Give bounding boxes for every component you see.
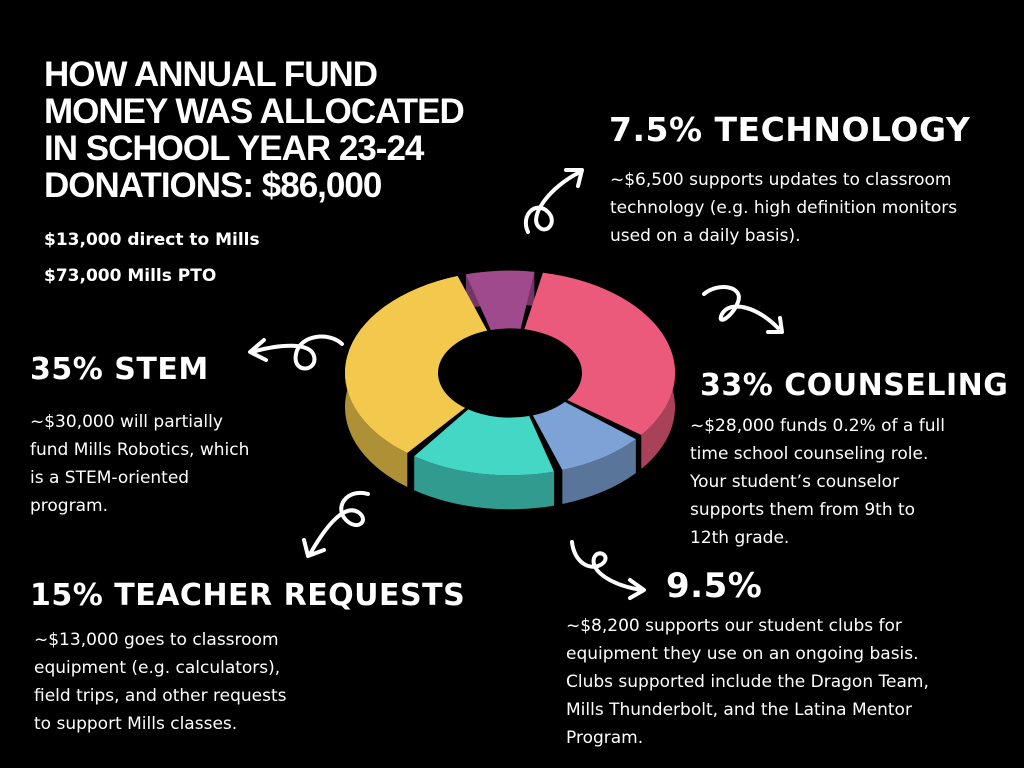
technology-heading: 7.5% TECHNOLOGY xyxy=(609,110,971,149)
stem-heading: 35% STEM xyxy=(30,352,209,387)
text-line: ~$8,200 supports our student clubs for xyxy=(566,616,902,636)
text-line: Your student’s counselor xyxy=(690,472,900,492)
text-line: equipment they use on an ongoing basis. xyxy=(566,644,919,664)
stem-description xyxy=(30,408,290,520)
text-line: Program. xyxy=(566,728,644,748)
text-line: ~$28,000 funds 0.2% of a full xyxy=(690,416,945,436)
pto-donation-text: $73,000 Mills PTO xyxy=(44,266,217,286)
title-line: DONATIONS: $86,000 xyxy=(44,166,382,205)
teacher-requests-heading: 15% TEACHER REQUESTS xyxy=(30,578,466,613)
counseling-description xyxy=(690,412,1010,552)
title-line: HOW ANNUAL FUND xyxy=(44,55,378,94)
text-line: Clubs supported include the Dragon Team, xyxy=(566,672,929,692)
text-line: used on a daily basis). xyxy=(610,226,801,246)
text-line: supports them from 9th to xyxy=(690,500,916,520)
text-line: ~$13,000 goes to classroom xyxy=(34,630,279,650)
clubs-heading: 9.5% xyxy=(666,566,763,606)
stem-arrow-icon xyxy=(240,326,350,386)
text-line: ~$30,000 will partially xyxy=(30,412,223,432)
clubs-description xyxy=(566,612,1006,752)
direct-donation-text: $13,000 direct to Mills xyxy=(44,230,260,250)
page-title xyxy=(44,56,544,204)
title-line: IN SCHOOL YEAR 23-24 xyxy=(44,129,424,168)
text-line: program. xyxy=(30,496,108,516)
text-line: 12th grade. xyxy=(690,528,790,548)
teacher-requests-description xyxy=(34,626,334,738)
counseling-arrow-icon xyxy=(696,280,796,350)
text-line: equipment (e.g. calculators), xyxy=(34,658,281,678)
clubs-arrow-icon xyxy=(564,536,654,606)
text-line: fund Mills Robotics, which xyxy=(30,440,250,460)
technology-arrow-icon xyxy=(518,160,598,240)
text-line: time school counseling role. xyxy=(690,444,929,464)
pie-slice-counseling xyxy=(524,273,675,435)
text-line: to support Mills classes. xyxy=(34,714,238,734)
text-line: Mills Thunderbolt, and the Latina Mentor xyxy=(566,700,912,720)
text-line: field trips, and other requests xyxy=(34,686,287,706)
text-line: ~$6,500 supports updates to classroom xyxy=(610,170,952,190)
counseling-heading: 33% COUNSELING xyxy=(700,368,1009,403)
text-line: technology (e.g. high definition monitors xyxy=(610,198,958,218)
title-line: MONEY WAS ALLOCATED xyxy=(44,92,464,131)
teacher-requests-arrow-icon xyxy=(296,486,386,566)
text-line: is a STEM-oriented xyxy=(30,468,190,488)
